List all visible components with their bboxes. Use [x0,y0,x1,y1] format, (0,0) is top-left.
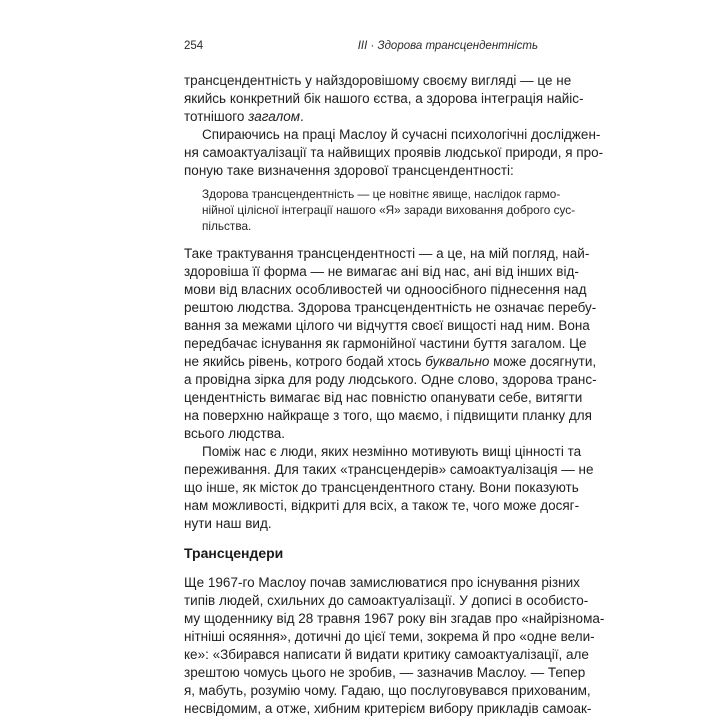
text-line: цендентність вимагає від нас повністю опанувати себе, витягти [184,390,583,405]
text-line: передбачає існування як гармонійної частини буття загалом. Це [184,336,587,351]
text-line: Ще 1967-го Маслоу почав замислюватися про існування різних [184,575,580,590]
text-line: вання за межами цілого чи відчуття своєї вищості над ним. Вона [184,318,590,333]
text-line: трансцендентність у найздоровішому своєму вигляді — це не [184,73,572,88]
text-line: на поверхню найкраще з того, що маємо, і підвищити планку для [184,408,592,423]
text-line: ня самоактуалізації та найвищих проявів людської природи, я про- [184,145,604,160]
text-line: мови від власних особливостей чи одноосібного піднесення над [184,282,587,297]
text-line: що інше, як місток до трансцендентного стану. Вони показують [184,480,579,495]
text-line: Спираючись на праці Маслоу й сучасні психологічні досліджен- [202,127,601,142]
text-line: здоровіша її форма — не вимагає ані від нас, ані від інших від- [184,264,579,279]
text-line: типів людей, схильних до самоактуалізації. У дописі в особисто- [184,593,589,608]
text-line: тотнішого загалом. [184,109,304,124]
text-line: нітніші осяяння», дотичні до цієї теми, зокрема й про «одне вели- [184,629,595,644]
text-line: якийсь конкретний бік нашого єства, а здорова інтеграція найіс- [184,91,584,106]
text-line: переживання. Для таких «трансцендерів» самоактуалізація — не [184,462,594,477]
quote-line: пільства. [202,219,252,233]
text-line: поную таке визначення здорової трансцендентності: [184,163,514,178]
text-line: а провідна зірка для роду людського. Одне слово, здорова транс- [184,372,597,387]
text-line: зрештою чомусь цього не зробив, — зазначив Маслоу. — Тепер [184,665,586,680]
text-line: не якийсь рівень, котрого бодай хтось буквально може досягнути, [184,354,597,369]
text-line: нути наш вид. [184,516,272,531]
text-line: рештою людства. Здорова трансцендентність не означає перебу- [184,300,597,315]
text-line: Поміж нас є люди, яких незмінно мотивують вищі цінності та [202,444,582,459]
quote-line: нійної цілісної інтеграції нашого «Я» заради виховання доброго сус- [202,203,576,217]
text-line: Таке трактування трансцендентності — а це, на мій погляд, най- [184,246,590,261]
running-title: III · Здорова трансцендентність [357,40,538,52]
text-line: всього людства. [184,426,285,441]
text-line: нам можливості, відкриті для всіх, а також те, чого може досяг- [184,498,580,513]
section-heading: Трансцендери [184,545,284,561]
text-line: му щоденнику від 28 травня 1967 року він згадав про «найрізнома- [184,611,605,626]
text-line: я, мабуть, розумію чому. Гадаю, що послуговувався прихованим, [184,683,591,698]
emphasis: загалом [248,109,300,124]
text-line: ке»: «Збирався написати й видати критику самоактуалізації, але [184,647,589,662]
emphasis: буквально [425,354,490,369]
text-line: несвідомим, а отже, хибним критерієм вибору прикладів самоак- [184,701,592,716]
quote-line: Здорова трансцендентність — це новітнє явище, наслідок гармо- [202,187,561,201]
page-number: 254 [184,40,204,52]
